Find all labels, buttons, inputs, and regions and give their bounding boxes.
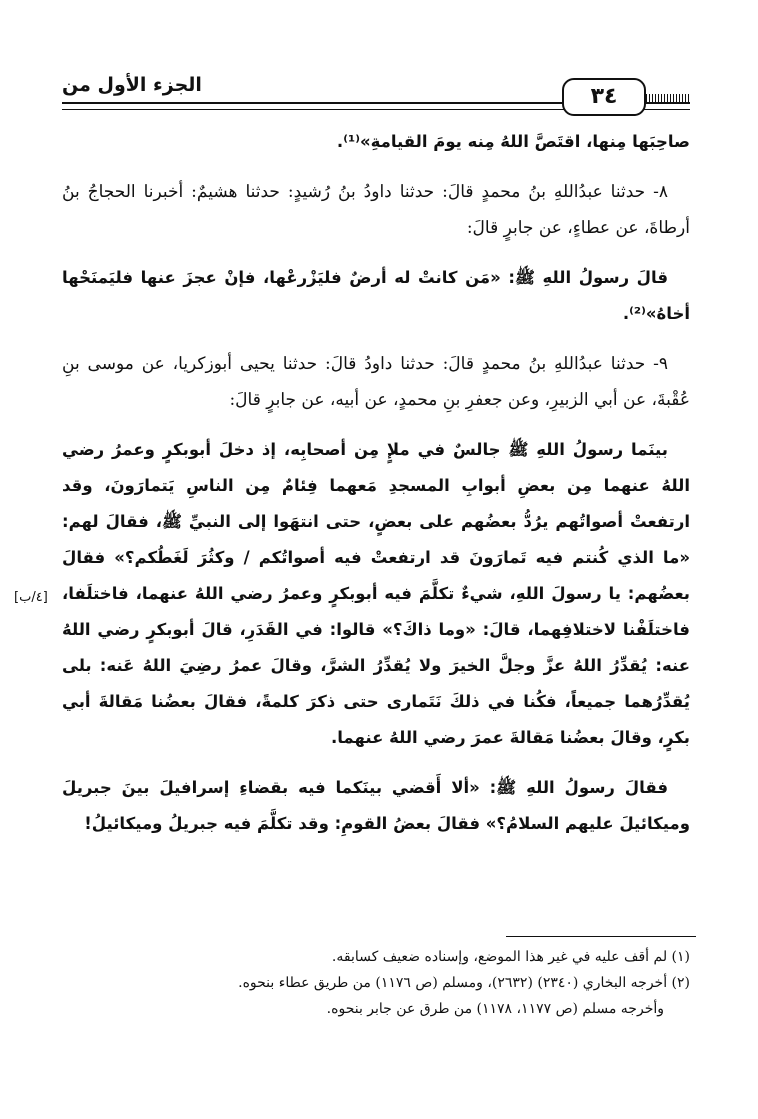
footnote-2-continued: وأخرجه مسلم (ص ١١٧٧، ١١٧٨) من طرق عن جابر بنحوه. [326, 1001, 664, 1017]
footnote-2: (٢) أخرجه البخاري (٢٣٤٠) (٢٦٣٢)، ومسلم (ص ١١٧٦) من طريق عطاء بنحوه. [238, 975, 690, 991]
paragraph-hadith-end: صاحِبَها مِنها، اقتَصَّ اللهُ مِنه يومَ القيامةِ»⁽¹⁾. [336, 132, 690, 151]
paragraph-matn-9: بينَما رسولُ اللهِ ﷺ جالسٌ في ملإٍ مِن أصحابِه، إذ دخلَ أبوبكرٍ وعمرُ رضي اللهُ عنهما مِن بعضِ أبوابِ المسجدِ مَعهما فِئامٌ مِن الناسِ يَتمارَونَ، وقد ارتفعتْ أصواتُهم يرُدُّ بعضُهم على بعضٍ، حتى انتهَوا إلى النبيِّ ﷺ، فقالَ لهم: «ما الذي كُنتم فيه تَمارَونَ قد ارتفعتْ فيه أصواتُكم / وكثُرَ لَغَطُكم؟» فقالَ بعضُهم: يا رسولَ اللهِ، شيءٌ تكلَّمَ فيه أبوبكرٍ وعمرُ رضي اللهُ عنهما، فاختلَفا، فاختلَفْنا لاختلافِهما، قالَ: «وما ذاكَ؟» قالوا: في القَدَرِ، قالَ أبوبكرٍ رضي اللهُ عنه: يُقدِّرُ اللهُ عزَّ وجلَّ الخيرَ ولا يُقدِّرُ الشرَّ، وقالَ عمرُ رضِيَ اللهُ عَنه: بلى يُقدِّرُهما جميعاً، فكُنا في ذلكَ نَتَمارى حتى ذكرَ كلمةً، فقالَ بعضُنا مَقالةَ أبي بكرٍ، وقالَ بعضُنا مَقالةَ عمرَ رضي اللهُ عنهما. [62, 440, 690, 747]
footnote-1: (١) لم أقف عليه في غير هذا الموضع، وإسناده ضعيف كسابقه. [331, 949, 690, 965]
page-number: ٣٤ [562, 78, 646, 116]
page-body [62, 124, 690, 856]
paragraph-isnad-8: ٨- حدثنا عبدُاللهِ بنُ محمدٍ قالَ: حدثنا داودُ بنُ رُشيدٍ: حدثنا هشيمٌ: أخبرنا الحجاجُ بنُ أرطاةَ، عن عطاءٍ، عن جابرٍ قالَ: [62, 182, 690, 238]
manuscript-folio-marker: [٤/ب] [14, 590, 48, 605]
running-title: الجزء الأول من [62, 74, 202, 96]
page-header [62, 70, 690, 114]
paragraph-matn-9-cont: فقالَ رسولُ اللهِ ﷺ: «ألا أَقضي بينَكما فيه بقضاءِ إسرافيلَ بينَ جبريلَ وميكائيلَ عليهم السلامُ؟» فقالَ بعضُ القومِ: وقد تكلَّمَ فيه جبريلُ وميكائيلُ! [62, 778, 690, 833]
footnote-separator [506, 936, 696, 937]
header-ornament [646, 94, 690, 102]
footnotes [62, 944, 690, 1022]
paragraph-matn-8: قالَ رسولُ اللهِ ﷺ: «مَن كانتْ له أرضٌ فليَزْرعْها، فإنْ عجزَ عنها فليَمنَحْها أخاهُ»⁽²⁾. [62, 268, 690, 323]
paragraph-isnad-9: ٩- حدثنا عبدُاللهِ بنُ محمدٍ قالَ: حدثنا داودُ قالَ: حدثنا يحيى أبوزكريا، عن موسى بنِ عُقْبةَ، عن أبي الزبيرِ، وعن جعفرِ بنِ محمدٍ، عن أبيه، عن جابرٍ قالَ: [62, 354, 690, 410]
